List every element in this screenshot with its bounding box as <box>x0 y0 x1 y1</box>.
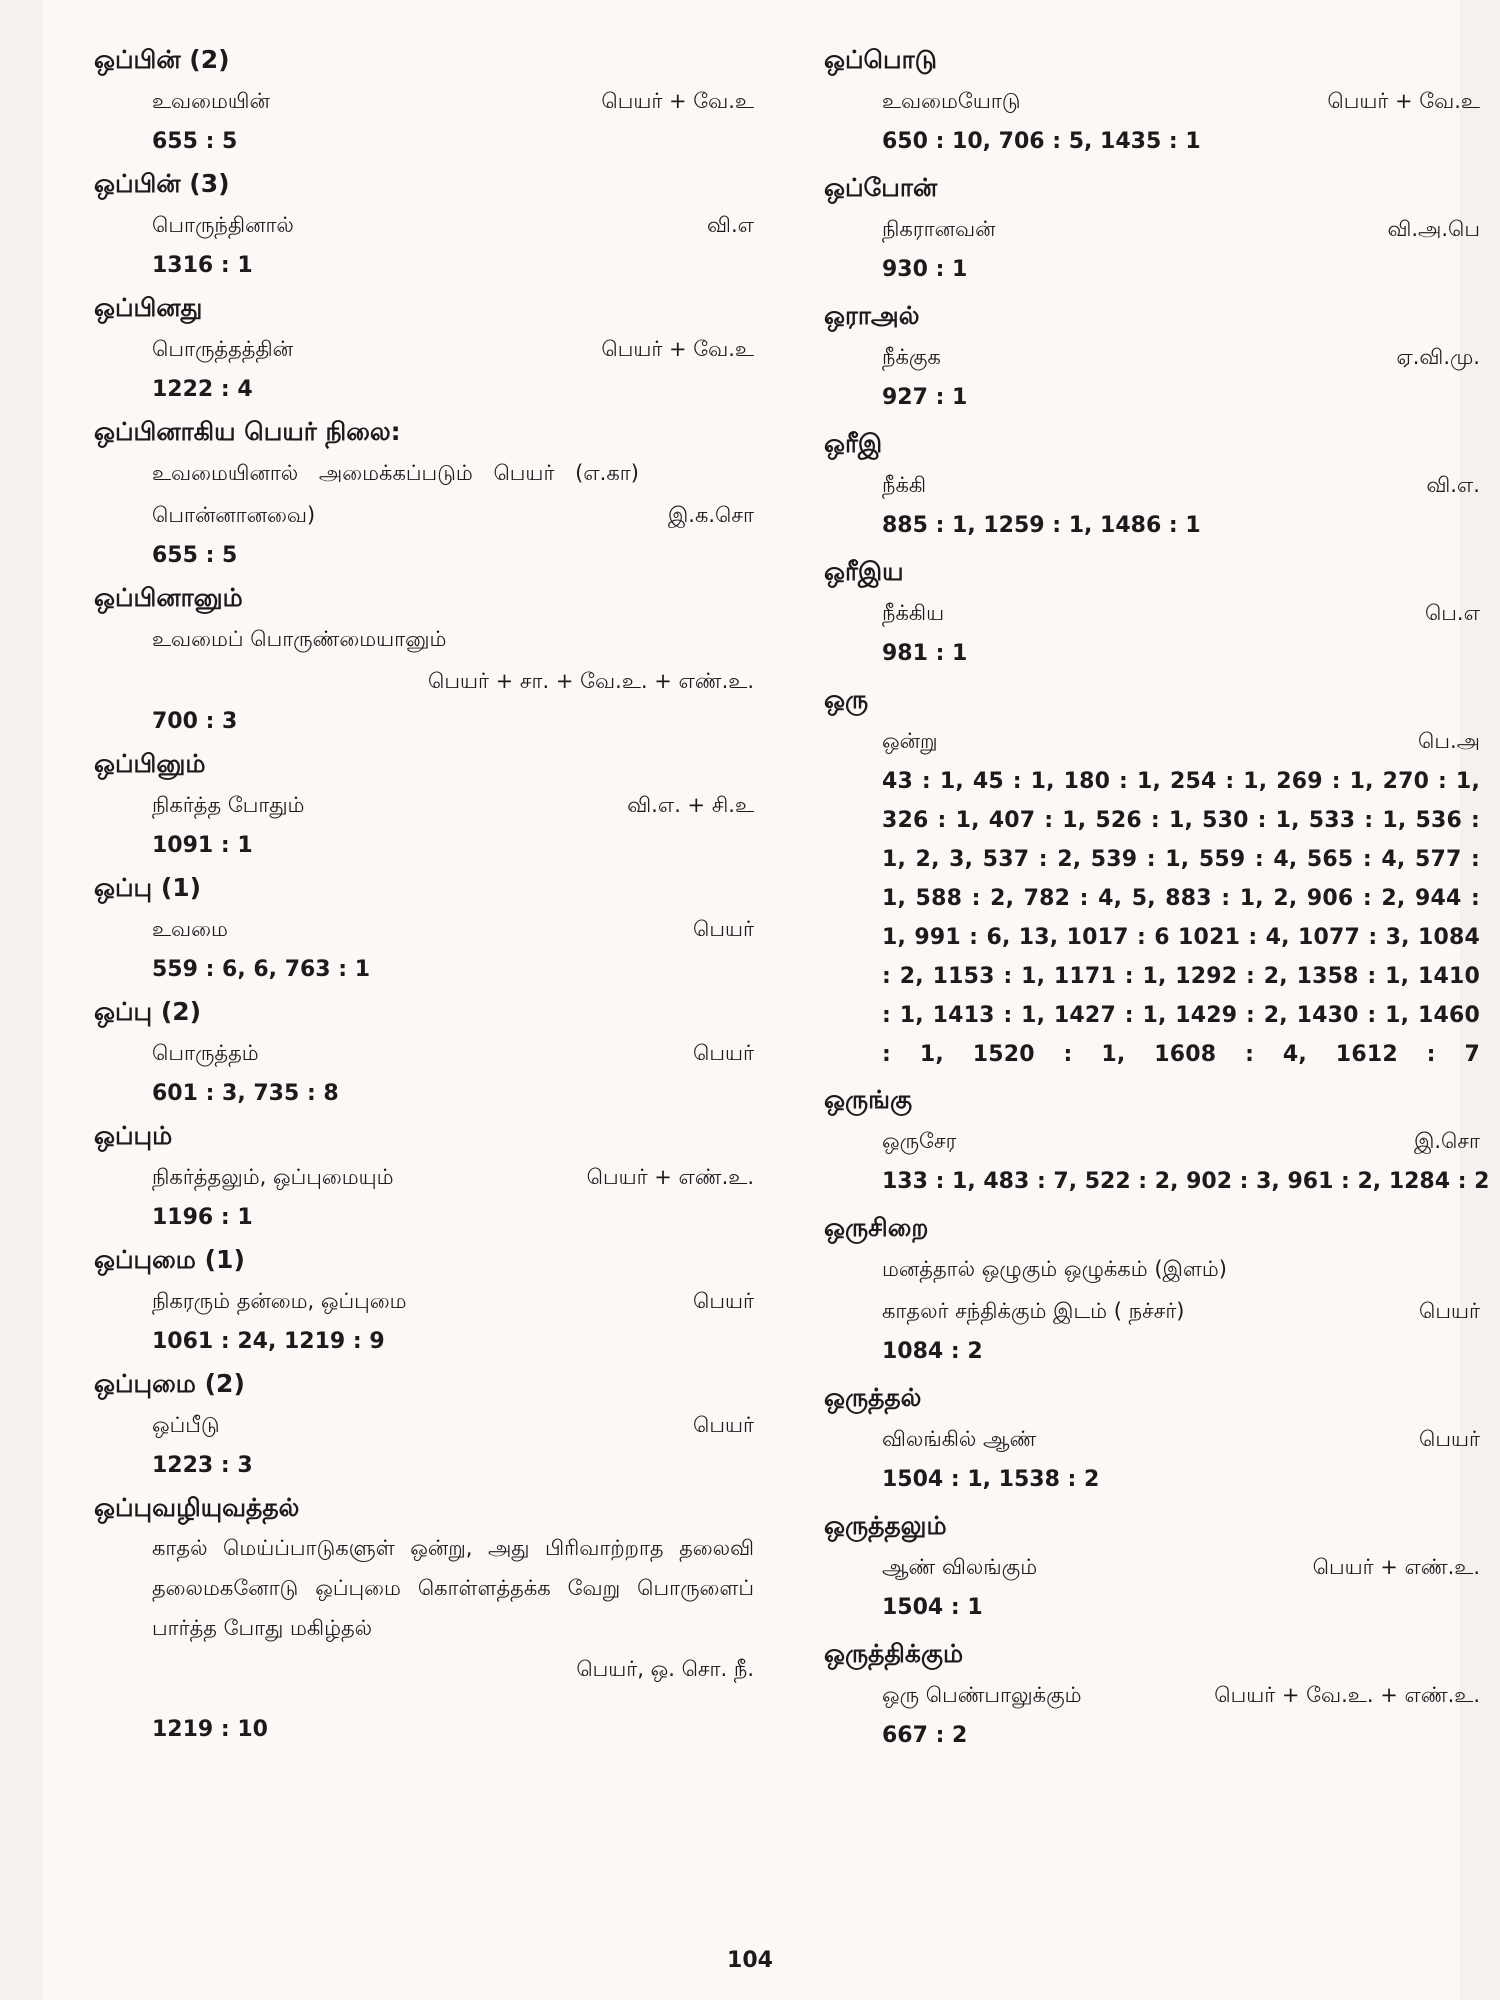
definition-note: காதல் மெய்ப்பாடுகளுள் ஒன்று, அது பிரிவாற்றாத தலைவி தலைமகனோடு ஒப்புமை கொள்ளத்தக்க வேறு பொருளைப் பார்த்த போது மகிழ்தல் <box>152 1536 754 1640</box>
gloss-row <box>94 1280 754 1322</box>
headword: ஒப்பினும் <box>94 749 206 778</box>
gloss-row <box>94 328 754 370</box>
entry <box>824 1634 1480 1756</box>
book-page <box>42 0 1490 2000</box>
headword: ஒரீஇ <box>824 429 883 458</box>
grammar-tag: பெயர் <box>693 1413 754 1437</box>
gloss: உவமை <box>152 917 228 941</box>
gloss: நீக்கி <box>882 473 927 497</box>
headword: ஒருத்தல் <box>824 1383 922 1412</box>
grammar-tag: வி.எ. + சி.உ <box>627 793 754 817</box>
entry <box>94 1364 754 1486</box>
headword: ஒப்பினானும் <box>94 583 243 612</box>
gloss-row <box>94 908 754 950</box>
gloss: பொருந்தினால் <box>152 213 294 237</box>
gloss-row <box>824 208 1480 250</box>
entry <box>824 296 1480 418</box>
entry <box>94 1488 754 1750</box>
entry <box>824 1080 1490 1202</box>
headword: ஒராஅல் <box>824 301 920 330</box>
references: 1223 : 3 <box>152 1453 253 1478</box>
gloss: ஒப்பீடு <box>152 1413 220 1437</box>
references: 650 : 10, 706 : 5, 1435 : 1 <box>882 129 1201 154</box>
gloss: நிகர்த்தலும், ஒப்புமையும் <box>152 1165 394 1189</box>
grammar-tag: பெயர் <box>1419 1299 1480 1323</box>
headword: ஒப்பு (2) <box>94 997 202 1026</box>
entry <box>94 992 754 1114</box>
references: 1316 : 1 <box>152 253 253 278</box>
gloss-row <box>824 1290 1480 1332</box>
entry <box>94 164 754 286</box>
grammar-tag: பெ.எ <box>1424 601 1480 625</box>
references: 1061 : 24, 1219 : 9 <box>152 1329 385 1354</box>
grammar-tag: இ.க.சொ <box>667 503 754 527</box>
headword: ஒருங்கு <box>824 1085 913 1114</box>
gloss-continued: பொன்னானவை) <box>152 503 316 527</box>
references: 981 : 1 <box>882 641 968 666</box>
references: 1504 : 1, 1538 : 2 <box>882 1467 1100 1492</box>
headword: ஒப்பின் (3) <box>94 169 230 198</box>
headword: ஒப்பினாகிய பெயர் நிலை: <box>94 417 401 446</box>
headword: ஒப்பு (1) <box>94 873 202 902</box>
references: 930 : 1 <box>882 257 968 282</box>
gloss: விலங்கில் ஆண் <box>882 1427 1037 1451</box>
references: 43 : 1, 45 : 1, 180 : 1, 254 : 1, 269 : 1, 270 : 1, 326 : 1, 407 : 1, 526 : 1, 530 : 1, 533 : 1, 536 : 1, 2, 3, 537 : 2, 539 : 1, 559 : 4, 565 : 4, 577 : 1, 588 : 2, 782 : 4, 5, 883 : 1, 2, 906 : 2, 944 : 1, 991 : 6, 13, 1017 : 6 1021 : 4, 1077 : 3, 1084 : 2, 1153 : 1, 1171 : 1, 1292 : 2, 1358 : 1, 1410 : 1, 1413 : 1, 1427 : 1, 1429 : 2, 1430 : 1, 1460 : 1, 1520 : 1, 1608 : 4, 1612 : 7 <box>882 769 1480 1067</box>
gloss: ஆண் விலங்கும் <box>882 1555 1038 1579</box>
references: 655 : 5 <box>152 129 238 154</box>
entry <box>824 1506 1480 1628</box>
references: 700 : 3 <box>152 709 238 734</box>
entry <box>94 412 754 576</box>
entry <box>824 168 1480 290</box>
gloss: நிகரானவன் <box>882 217 996 241</box>
gloss-row <box>94 618 754 660</box>
gloss: ஒருசேர <box>882 1129 957 1153</box>
references: 601 : 3, 735 : 8 <box>152 1081 339 1106</box>
entry <box>94 288 754 410</box>
gloss-continued: காதலர் சந்திக்கும் இடம் ( நச்சர்) <box>882 1299 1185 1323</box>
gloss: நீக்கிய <box>882 601 945 625</box>
gloss: நீக்குக <box>882 345 941 369</box>
entry <box>94 578 754 742</box>
gloss-row <box>824 1674 1480 1716</box>
gloss: ஒரு பெண்பாலுக்கும் <box>882 1683 1082 1707</box>
grammar-tag: வி.அ.பெ <box>1387 217 1480 241</box>
gloss-row <box>824 1418 1480 1460</box>
gloss-row <box>94 80 754 122</box>
gloss: நிகரரும் தன்மை, ஒப்புமை <box>152 1289 407 1313</box>
references: 927 : 1 <box>882 385 968 410</box>
gloss-row <box>94 452 754 494</box>
gloss-row <box>824 720 1480 762</box>
headword: ஒப்புவழியுவத்தல் <box>94 1493 300 1522</box>
gloss-row <box>824 1248 1480 1290</box>
headword: ஒரீஇய <box>824 557 904 586</box>
gloss-row <box>94 660 754 702</box>
entry <box>824 680 1480 1074</box>
headword: ஒருத்தலும் <box>824 1511 947 1540</box>
gloss-row <box>94 784 754 826</box>
grammar-tag: பெயர் + வே.உ <box>601 89 754 113</box>
references: 559 : 6, 6, 763 : 1 <box>152 957 371 982</box>
references: 1084 : 2 <box>882 1339 983 1364</box>
gloss: மனத்தால் ஒழுகும் ஒழுக்கம் (இளம்) <box>882 1257 1227 1281</box>
headword: ஒப்போன் <box>824 173 938 202</box>
gloss-row <box>94 1404 754 1446</box>
entry <box>824 552 1480 674</box>
grammar-tag: வி.எ. <box>1426 473 1480 497</box>
gloss-row <box>94 1648 754 1690</box>
gloss-row <box>824 336 1480 378</box>
entry <box>824 1208 1480 1372</box>
gloss-row <box>94 1032 754 1074</box>
gloss: உவமையோடு <box>882 89 1021 113</box>
grammar-tag: பெயர் <box>693 1041 754 1065</box>
headword: ஒரு <box>824 685 869 714</box>
references: 1222 : 4 <box>152 377 253 402</box>
gloss-row <box>824 1120 1480 1162</box>
grammar-tag: பெயர் + எண்.உ. <box>1312 1555 1480 1579</box>
grammar-tag: பெயர் + வே.உ <box>601 337 754 361</box>
headword: ஒப்பினது <box>94 293 203 322</box>
grammar-tag: பெயர், ஒ. சொ. நீ. <box>576 1657 754 1681</box>
entry <box>94 1116 754 1238</box>
entry <box>94 40 754 162</box>
headword: ஒப்பும் <box>94 1121 173 1150</box>
gloss: பொருத்தம் <box>152 1041 259 1065</box>
entry <box>94 868 754 990</box>
grammar-tag: ஏ.வி.மு. <box>1396 345 1480 369</box>
gloss-row <box>824 80 1480 122</box>
gloss: பொருத்தத்தின் <box>152 337 294 361</box>
references: 1091 : 1 <box>152 833 253 858</box>
grammar-tag: பெயர் + வே.உ <box>1327 89 1480 113</box>
headword: ஒருசிறை <box>824 1213 929 1242</box>
gloss: உவமையினால் அமைக்கப்படும் பெயர் (எ.கா) <box>152 461 639 485</box>
grammar-tag: பெயர் + எண்.உ. <box>586 1165 754 1189</box>
gloss-row <box>94 494 754 536</box>
headword: ஒப்பொடு <box>824 45 937 74</box>
references: 885 : 1, 1259 : 1, 1486 : 1 <box>882 513 1201 538</box>
gloss-row <box>824 592 1480 634</box>
grammar-tag: பெயர் <box>693 917 754 941</box>
grammar-tag: பெ.அ <box>1418 729 1480 753</box>
grammar-tag: இ.சொ <box>1413 1129 1480 1153</box>
headword: ஒருத்திக்கும் <box>824 1639 964 1668</box>
gloss-row <box>94 204 754 246</box>
gloss-row <box>824 464 1480 506</box>
grammar-tag: பெயர் + வே.உ. + எண்.உ. <box>1214 1683 1480 1707</box>
gloss: உவமையின் <box>152 89 270 113</box>
gloss: நிகர்த்த போதும் <box>152 793 305 817</box>
right-column <box>824 40 1490 1760</box>
entry <box>824 1378 1480 1500</box>
references: 1219 : 10 <box>152 1717 268 1742</box>
references: 133 : 1, 483 : 7, 522 : 2, 902 : 3, 961 : 2, 1284 : 2 <box>882 1169 1490 1194</box>
grammar-tag: வி.எ <box>707 213 754 237</box>
references: 655 : 5 <box>152 543 238 568</box>
references: 667 : 2 <box>882 1723 968 1748</box>
entry <box>824 40 1480 162</box>
grammar-tag: பெயர் <box>693 1289 754 1313</box>
left-column <box>94 40 754 1754</box>
grammar-tag: பெயர் + சா. + வே.உ. + எண்.உ. <box>428 669 754 693</box>
entry <box>94 744 754 866</box>
headword: ஒப்பின் (2) <box>94 45 230 74</box>
entry <box>94 1240 754 1362</box>
headword: ஒப்புமை (1) <box>94 1245 245 1274</box>
entry <box>824 424 1480 546</box>
gloss-row <box>824 1546 1480 1588</box>
gloss: உவமைப் பொருண்மையானும் <box>152 627 447 651</box>
references: 1196 : 1 <box>152 1205 253 1230</box>
page-number: 104 <box>727 1948 773 1973</box>
grammar-tag: பெயர் <box>1419 1427 1480 1451</box>
references: 1504 : 1 <box>882 1595 983 1620</box>
gloss-row <box>94 1156 754 1198</box>
gloss: ஒன்று <box>882 729 938 753</box>
headword: ஒப்புமை (2) <box>94 1369 245 1398</box>
